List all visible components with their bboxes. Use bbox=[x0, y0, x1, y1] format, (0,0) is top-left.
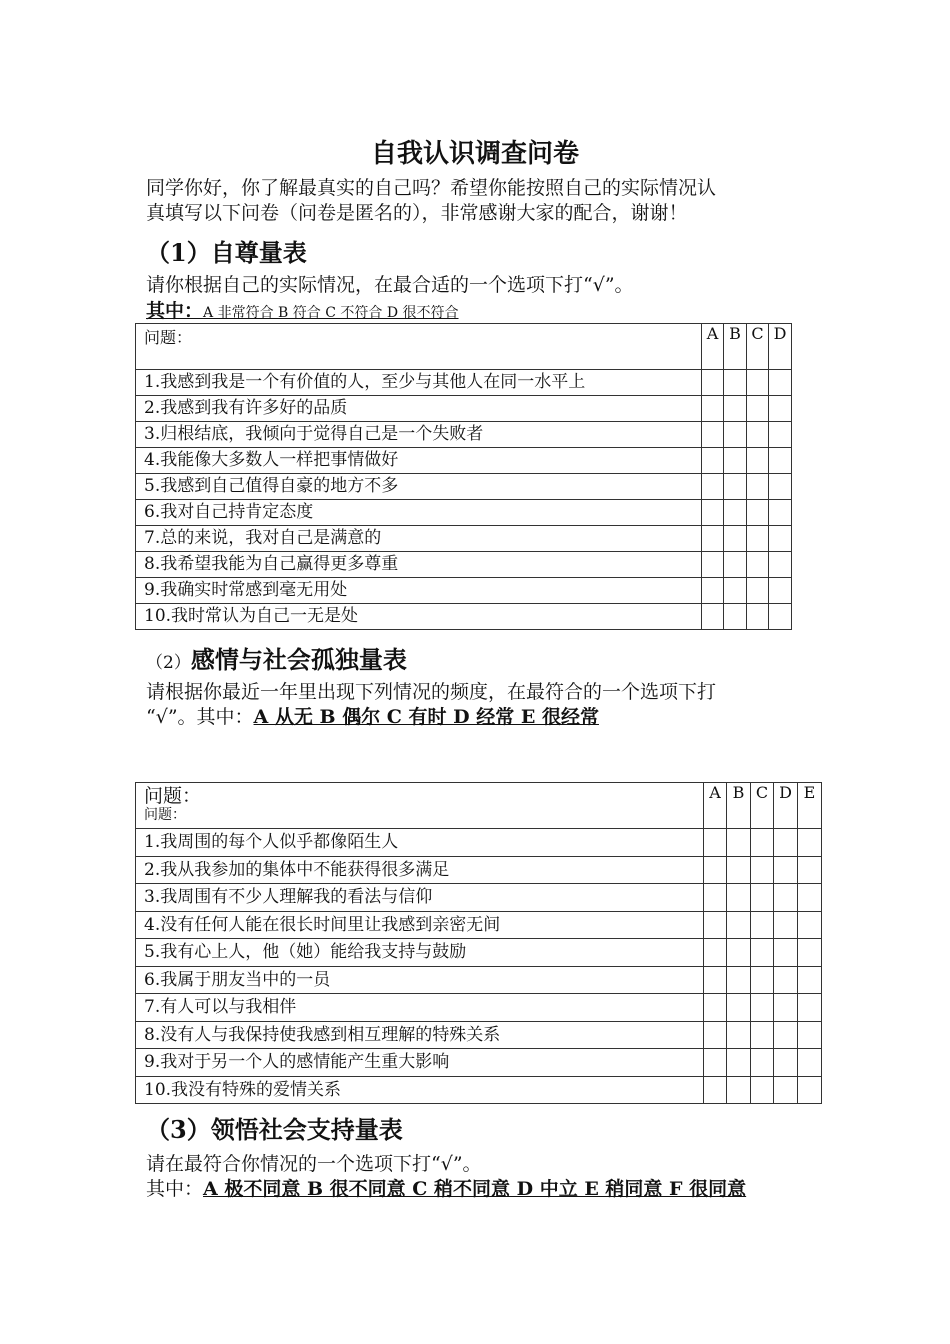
answer-cell-e[interactable] bbox=[798, 856, 822, 884]
section2-instruction-line-2 bbox=[146, 705, 599, 729]
answer-cell-c[interactable] bbox=[747, 552, 769, 578]
answer-cell-b[interactable] bbox=[727, 829, 751, 857]
answer-cell-a[interactable] bbox=[704, 994, 727, 1022]
answer-cell-b[interactable] bbox=[724, 396, 747, 422]
answer-cell-b[interactable] bbox=[727, 1049, 751, 1077]
answer-cell-d[interactable] bbox=[769, 370, 792, 396]
answer-cell-b[interactable] bbox=[724, 500, 747, 526]
answer-cell-d[interactable] bbox=[774, 911, 798, 939]
section2-heading-prefix: （2） bbox=[146, 653, 191, 673]
section1-legend bbox=[146, 299, 459, 325]
answer-cell-a[interactable] bbox=[702, 422, 724, 448]
answer-cell-b[interactable] bbox=[727, 1021, 751, 1049]
question-text: 1.我周围的每个人似乎都像陌生人 bbox=[136, 829, 704, 857]
answer-cell-e[interactable] bbox=[798, 994, 822, 1022]
answer-cell-b[interactable] bbox=[724, 474, 747, 500]
answer-cell-e[interactable] bbox=[798, 966, 822, 994]
section3-heading: （3）领悟社会支持量表 bbox=[146, 1115, 403, 1144]
answer-cell-c[interactable] bbox=[747, 422, 769, 448]
answer-cell-c[interactable] bbox=[751, 1076, 774, 1104]
table-header-row bbox=[136, 783, 822, 829]
table-row bbox=[136, 578, 792, 604]
question-header bbox=[136, 783, 704, 829]
answer-cell-a[interactable] bbox=[704, 1021, 727, 1049]
intro-line-2: 真填写以下问卷（问卷是匿名的），非常感谢大家的配合，谢谢！ bbox=[146, 202, 688, 224]
question-text: 3.我周围有不少人理解我的看法与信仰 bbox=[136, 884, 704, 912]
answer-cell-a[interactable] bbox=[704, 939, 727, 967]
question-text: 6.我属于朋友当中的一员 bbox=[136, 966, 704, 994]
answer-cell-a[interactable] bbox=[702, 448, 724, 474]
answer-cell-a[interactable] bbox=[702, 370, 724, 396]
answer-cell-a[interactable] bbox=[702, 552, 724, 578]
answer-cell-b[interactable] bbox=[727, 939, 751, 967]
answer-cell-e[interactable] bbox=[798, 884, 822, 912]
section3-legend: A 极不同意 B 很不同意 C 稍不同意 D 中立 E 稍同意 F 很同意 bbox=[203, 1178, 747, 1200]
answer-cell-c[interactable] bbox=[751, 829, 774, 857]
question-text: 6.我对自己持肯定态度 bbox=[136, 500, 702, 526]
table-row bbox=[136, 966, 822, 994]
answer-cell-d[interactable] bbox=[769, 526, 792, 552]
answer-cell-a[interactable] bbox=[704, 966, 727, 994]
answer-cell-d[interactable] bbox=[774, 994, 798, 1022]
table-row bbox=[136, 829, 822, 857]
answer-cell-c[interactable] bbox=[747, 604, 769, 630]
answer-cell-d[interactable] bbox=[769, 422, 792, 448]
answer-cell-a[interactable] bbox=[704, 884, 727, 912]
section2-heading-wrap bbox=[146, 640, 407, 675]
option-header-a: A bbox=[704, 783, 727, 829]
section3-legend-line bbox=[146, 1177, 746, 1201]
table-row bbox=[136, 911, 822, 939]
question-text: 10.我时常认为自己一无是处 bbox=[136, 604, 702, 630]
answer-cell-a[interactable] bbox=[704, 911, 727, 939]
answer-cell-c[interactable] bbox=[751, 1049, 774, 1077]
question-text: 8.没有人与我保持使我感到相互理解的特殊关系 bbox=[136, 1021, 704, 1049]
section2-instruction-text: “√”。其中： bbox=[146, 706, 254, 728]
section2-instruction-line-1: 请根据你最近一年里出现下列情况的频度，在最符合的一个选项下打 bbox=[146, 681, 717, 703]
answer-cell-c[interactable] bbox=[751, 884, 774, 912]
answer-cell-a[interactable] bbox=[704, 1076, 727, 1104]
option-header-b: B bbox=[724, 324, 747, 370]
question-text: 7.有人可以与我相伴 bbox=[136, 994, 704, 1022]
answer-cell-b[interactable] bbox=[724, 552, 747, 578]
answer-cell-c[interactable] bbox=[751, 911, 774, 939]
section1-legend-text: A 非常符合 B 符合 C 不符合 D 很不符合 bbox=[203, 305, 459, 321]
question-text: 4.我能像大多数人一样把事情做好 bbox=[136, 448, 702, 474]
answer-cell-c[interactable] bbox=[747, 396, 769, 422]
option-header-d: D bbox=[774, 783, 798, 829]
section3-legend-label: 其中： bbox=[146, 1178, 204, 1200]
table-row bbox=[136, 370, 792, 396]
table-row bbox=[136, 994, 822, 1022]
answer-cell-c[interactable] bbox=[747, 578, 769, 604]
section1-instruction: 请你根据自己的实际情况，在最合适的一个选项下打“√”。 bbox=[146, 274, 634, 296]
answer-cell-d[interactable] bbox=[774, 1049, 798, 1077]
answer-cell-c[interactable] bbox=[751, 939, 774, 967]
answer-cell-b[interactable] bbox=[727, 994, 751, 1022]
answer-cell-a[interactable] bbox=[702, 578, 724, 604]
page-title: 自我认识调查问卷 bbox=[370, 139, 579, 169]
table-row bbox=[136, 939, 822, 967]
question-text: 2.我从我参加的集体中不能获得很多满足 bbox=[136, 856, 704, 884]
answer-cell-a[interactable] bbox=[702, 604, 724, 630]
section2-legend: A 从无 B 偶尔 C 有时 D 经常 E 很经常 bbox=[253, 706, 599, 728]
table-row bbox=[136, 856, 822, 884]
table-row bbox=[136, 422, 792, 448]
section1-heading: （1）自尊量表 bbox=[146, 238, 307, 267]
table-row bbox=[136, 884, 822, 912]
answer-cell-c[interactable] bbox=[747, 474, 769, 500]
loneliness-table bbox=[135, 782, 822, 1104]
answer-cell-d[interactable] bbox=[769, 604, 792, 630]
answer-cell-a[interactable] bbox=[702, 500, 724, 526]
answer-cell-b[interactable] bbox=[724, 578, 747, 604]
answer-cell-b[interactable] bbox=[727, 884, 751, 912]
answer-cell-d[interactable] bbox=[769, 552, 792, 578]
answer-cell-b[interactable] bbox=[724, 448, 747, 474]
section1-legend-label: 其中： bbox=[146, 300, 204, 322]
answer-cell-a[interactable] bbox=[704, 856, 727, 884]
answer-cell-b[interactable] bbox=[727, 911, 751, 939]
question-text: 8.我希望我能为自己赢得更多尊重 bbox=[136, 552, 702, 578]
answer-cell-c[interactable] bbox=[751, 1021, 774, 1049]
answer-cell-e[interactable] bbox=[798, 1049, 822, 1077]
answer-cell-d[interactable] bbox=[769, 578, 792, 604]
option-header-d: D bbox=[769, 324, 792, 370]
option-header-c: C bbox=[747, 324, 769, 370]
answer-cell-d[interactable] bbox=[769, 500, 792, 526]
section2-heading: 感情与社会孤独量表 bbox=[190, 645, 407, 674]
question-text: 9.我确实时常感到毫无用处 bbox=[136, 578, 702, 604]
question-text: 1.我感到我是一个有价值的人，至少与其他人在同一水平上 bbox=[136, 370, 702, 396]
answer-cell-b[interactable] bbox=[727, 1076, 751, 1104]
question-text: 2.我感到我有许多好的品质 bbox=[136, 396, 702, 422]
answer-cell-c[interactable] bbox=[751, 856, 774, 884]
intro-line-1: 同学你好，你了解最真实的自己吗？希望你能按照自己的实际情况认 bbox=[146, 177, 717, 199]
answer-cell-e[interactable] bbox=[798, 1021, 822, 1049]
table-row bbox=[136, 1049, 822, 1077]
answer-cell-c[interactable] bbox=[751, 966, 774, 994]
answer-cell-a[interactable] bbox=[704, 829, 727, 857]
table-row bbox=[136, 526, 792, 552]
table-row bbox=[136, 1021, 822, 1049]
answer-cell-d[interactable] bbox=[774, 884, 798, 912]
table-row bbox=[136, 552, 792, 578]
self-esteem-table bbox=[135, 323, 792, 630]
question-header: 问题： bbox=[136, 324, 702, 370]
answer-cell-d[interactable] bbox=[774, 966, 798, 994]
answer-cell-d[interactable] bbox=[774, 1021, 798, 1049]
answer-cell-d[interactable] bbox=[769, 396, 792, 422]
answer-cell-b[interactable] bbox=[727, 856, 751, 884]
answer-cell-a[interactable] bbox=[704, 1049, 727, 1077]
option-header-b: B bbox=[727, 783, 751, 829]
answer-cell-b[interactable] bbox=[727, 966, 751, 994]
answer-cell-d[interactable] bbox=[769, 448, 792, 474]
answer-cell-a[interactable] bbox=[702, 526, 724, 552]
answer-cell-c[interactable] bbox=[747, 370, 769, 396]
table-row bbox=[136, 500, 792, 526]
option-header-e: E bbox=[798, 783, 822, 829]
option-header-a: A bbox=[702, 324, 724, 370]
answer-cell-c[interactable] bbox=[747, 526, 769, 552]
table-header-row bbox=[136, 324, 792, 370]
answer-cell-b[interactable] bbox=[724, 422, 747, 448]
question-text: 7.总的来说，我对自己是满意的 bbox=[136, 526, 702, 552]
question-text: 5.我有心上人，他（她）能给我支持与鼓励 bbox=[136, 939, 704, 967]
table-row bbox=[136, 396, 792, 422]
answer-cell-d[interactable] bbox=[774, 1076, 798, 1104]
answer-cell-c[interactable] bbox=[747, 500, 769, 526]
table-row bbox=[136, 448, 792, 474]
answer-cell-e[interactable] bbox=[798, 911, 822, 939]
table-row bbox=[136, 474, 792, 500]
answer-cell-e[interactable] bbox=[798, 939, 822, 967]
answer-cell-e[interactable] bbox=[798, 829, 822, 857]
answer-cell-a[interactable] bbox=[702, 396, 724, 422]
answer-cell-d[interactable] bbox=[769, 474, 792, 500]
question-text: 4.没有任何人能在很长时间里让我感到亲密无间 bbox=[136, 911, 704, 939]
answer-cell-d[interactable] bbox=[774, 856, 798, 884]
answer-cell-e[interactable] bbox=[798, 1076, 822, 1104]
question-text: 9.我对于另一个人的感情能产生重大影响 bbox=[136, 1049, 704, 1077]
answer-cell-b[interactable] bbox=[724, 526, 747, 552]
section3-instruction: 请在最符合你情况的一个选项下打“√”。 bbox=[146, 1153, 482, 1175]
answer-cell-d[interactable] bbox=[774, 939, 798, 967]
question-header-small: 问题： bbox=[144, 807, 186, 823]
answer-cell-a[interactable] bbox=[702, 474, 724, 500]
question-header-large: 问题： bbox=[144, 785, 202, 807]
answer-cell-c[interactable] bbox=[747, 448, 769, 474]
question-text: 10.我没有特殊的爱情关系 bbox=[136, 1076, 704, 1104]
answer-cell-c[interactable] bbox=[751, 994, 774, 1022]
table-row bbox=[136, 1076, 822, 1104]
question-text: 5.我感到自己值得自豪的地方不多 bbox=[136, 474, 702, 500]
table-row bbox=[136, 604, 792, 630]
answer-cell-b[interactable] bbox=[724, 370, 747, 396]
question-text: 3.归根结底，我倾向于觉得自己是一个失败者 bbox=[136, 422, 702, 448]
answer-cell-d[interactable] bbox=[774, 829, 798, 857]
answer-cell-b[interactable] bbox=[724, 604, 747, 630]
option-header-c: C bbox=[751, 783, 774, 829]
